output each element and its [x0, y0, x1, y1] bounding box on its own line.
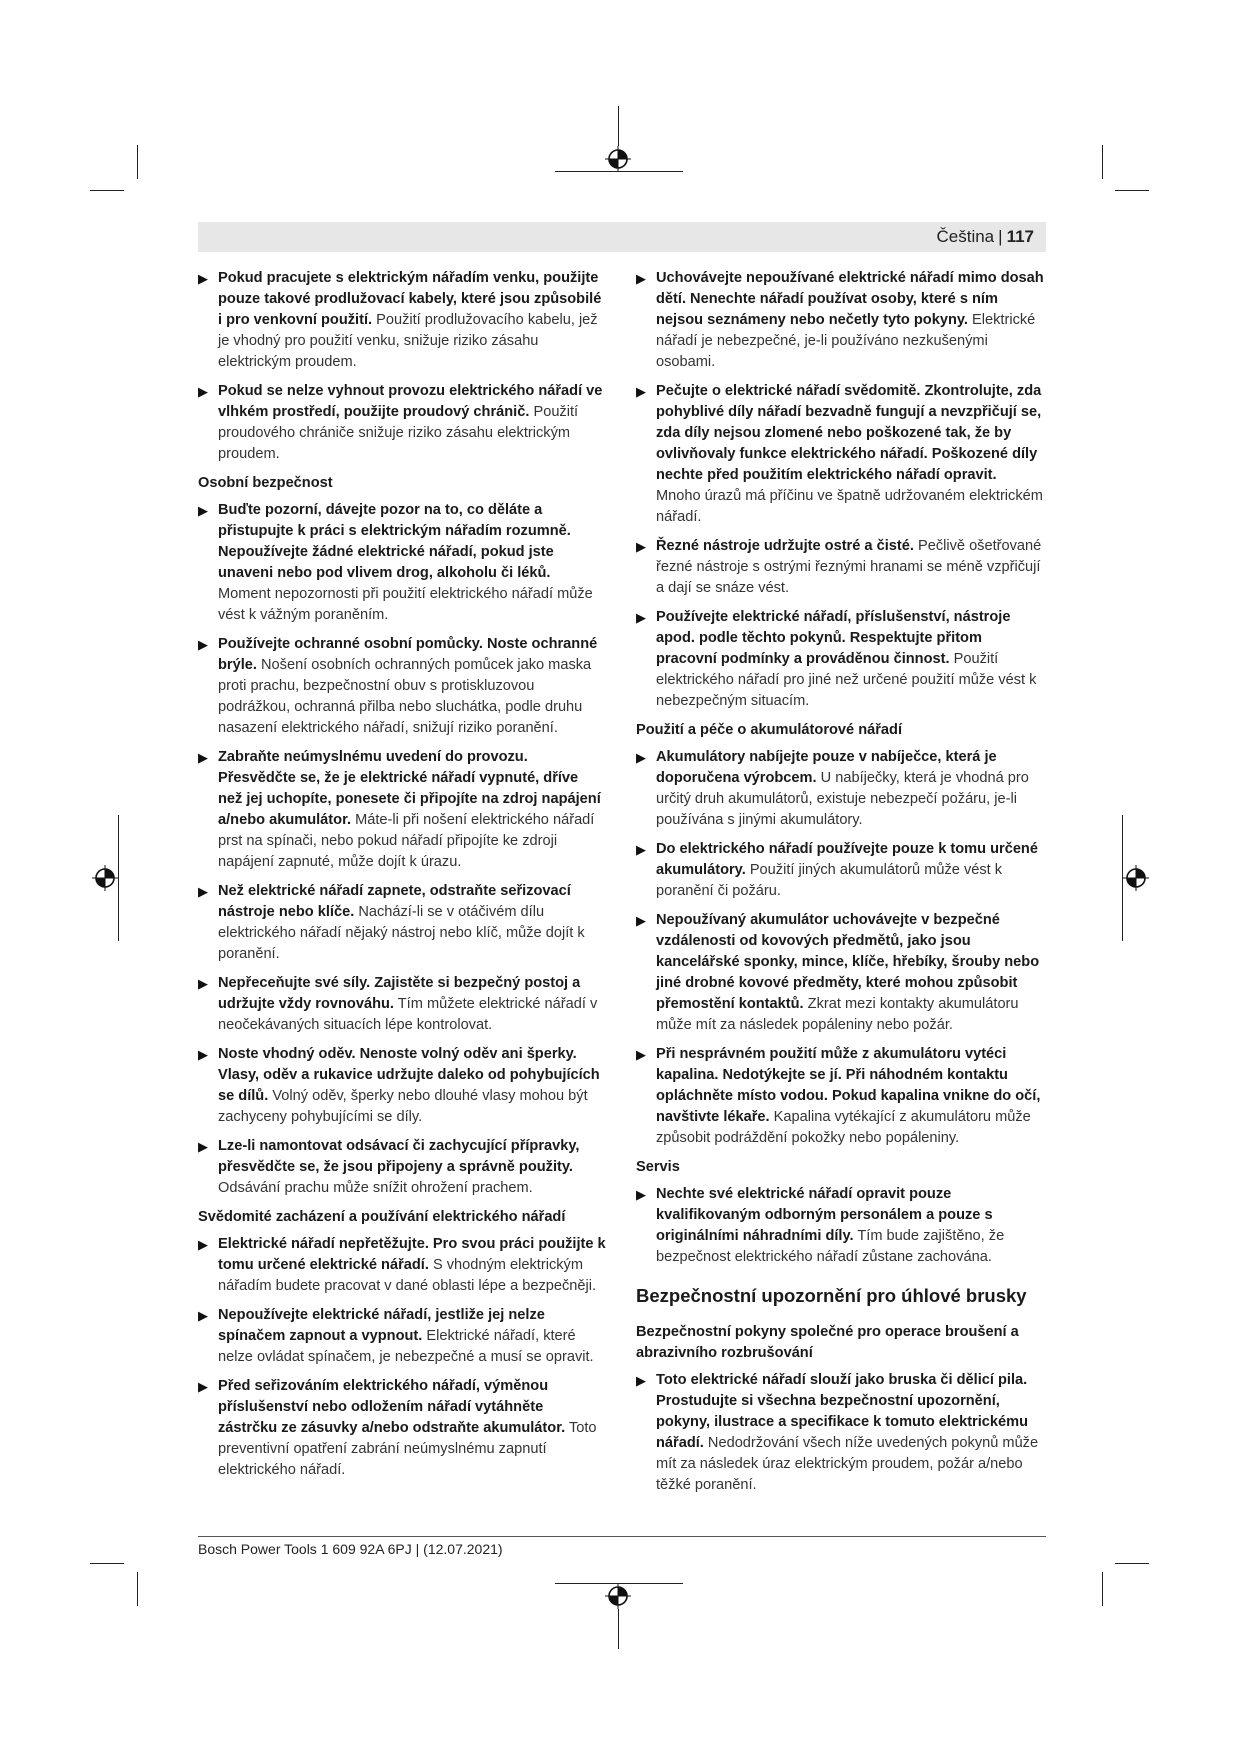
item-bold: Pečujte o elektrické nářadí svědomitě. Zkontrolujte, zda pohyblivé díly nářadí bezvadně fungují a nevzpřičují se, zda díly nejsou zlomené nebo poškozené tak, že by ovlivňovaly funkce elektrického nářadí. Poškozené díly nechte před použitím elektrického nářadí opravit. [656, 383, 1042, 483]
bullet-icon: ▶ [636, 610, 646, 625]
bullet-icon: ▶ [198, 271, 208, 286]
item-bold: Nepoužívejte elektrické nářadí, jestliže jej nelze spínačem zapnout a vypnout. [218, 1307, 545, 1344]
bullet-icon: ▶ [636, 750, 646, 765]
item-bold: Noste vhodný oděv. Nenoste volný oděv ani šperky. Vlasy, oděv a rukavice udržujte daleko od pohybujících se dílů. [218, 1046, 600, 1104]
crop-mark [137, 145, 138, 179]
list-item [198, 973, 606, 1036]
footer-rule [198, 1536, 1046, 1537]
section-heading: Použití a péče o akumulátorové nářadí [636, 722, 903, 738]
bullet-icon: ▶ [198, 1379, 208, 1394]
crop-mark [1115, 190, 1149, 191]
bullet-icon: ▶ [636, 842, 646, 857]
bullet-icon: ▶ [636, 913, 646, 928]
list-item [636, 1184, 1044, 1268]
list-item [198, 268, 606, 373]
registration-mark-bottom-icon [605, 1583, 631, 1609]
item-text: Elektrické nářadí, které nelze ovládat spínačem, je nebezpečné a musí se opravit. [218, 1328, 594, 1365]
item-text: Použití proudového chrániče snižuje riziko zásahu elektrickým proudem. [218, 404, 579, 462]
list-item [636, 839, 1044, 902]
bullet-icon: ▶ [198, 384, 208, 399]
list-item [198, 1376, 606, 1481]
item-text: Kapalina vytékající z akumulátoru může způsobit podráždění pokožky nebo popáleniny. [656, 1109, 1031, 1146]
right-column [636, 268, 1044, 1504]
crop-mark [555, 1583, 683, 1584]
page-number: 117 [1006, 227, 1034, 246]
list-item [198, 747, 606, 873]
bullet-icon: ▶ [198, 750, 208, 765]
bullet-icon: ▶ [636, 271, 646, 286]
item-text: Zkrat mezi kontakty akumulátoru může mít za následek popáleniny nebo požár. [656, 996, 1019, 1033]
registration-mark-right-icon [1123, 865, 1149, 891]
item-text: Toto preventivní opatření zabrání neúmyslnému zapnutí elektrického nářadí. [218, 1420, 597, 1478]
list-item [198, 634, 606, 739]
item-bold: Před seřizováním elektrického nářadí, výměnou příslušenství nebo odložením nářadí vytáhněte zástrčku ze zásuvky a/nebo odstraňte akumulátor. [218, 1378, 566, 1436]
item-text: Moment nepozornosti při použití elektrického nářadí může vést k vážným poraněním. [218, 586, 593, 623]
item-text: Tím můžete elektrické nářadí v neočekávaných situacích lépe kontrolovat. [218, 996, 598, 1033]
bullet-icon: ▶ [636, 1047, 646, 1062]
item-text: Použití jiných akumulátorů může vést k poranění či požáru. [656, 862, 1003, 899]
bullet-icon: ▶ [636, 1187, 646, 1202]
item-text: Nachází-li se v otáčivém dílu elektrického nářadí nějaký nástroj nebo klíč, může dojít k poranění. [218, 904, 585, 962]
section-heading: Svědomité zacházení a používání elektrického nářadí [198, 1209, 566, 1225]
section-heading: Bezpečnostní pokyny společné pro operace broušení a abrazivního rozbrušování [636, 1324, 1019, 1361]
bullet-icon: ▶ [198, 1139, 208, 1154]
list-item [198, 500, 606, 626]
list-item [198, 1234, 606, 1297]
item-text: Nošení osobních ochranných pomůcek jako maska proti prachu, bezpečnostní obuv s protiskluzovou podrážkou, ochranná přilba nebo sluchátka, podle druhu nasazení elektrického nářadí, snižují riziko poranění. [218, 657, 592, 736]
crop-mark [1102, 145, 1103, 179]
list-item [636, 607, 1044, 712]
item-bold: Do elektrického nářadí používejte pouze k tomu určené akumulátory. [656, 841, 1038, 878]
item-text: S vhodným elektrickým nářadím budete pracovat v dané oblasti lépe a bezpečněji. [218, 1257, 597, 1294]
item-text: Použití prodlužovacího kabelu, jež je vhodný pro použití venku, snižuje riziko zásahu elektrickým proudem. [218, 312, 598, 370]
left-column [198, 268, 606, 1489]
item-bold: Zabraňte neúmyslnému uvedení do provozu. Přesvědčte se, že je elektrické nářadí vypnuté, dříve než jej uchopíte, ponesete či připojíte na zdroj napájení a/nebo akumulátor. [218, 749, 601, 828]
item-bold: Elektrické nářadí nepřetěžujte. Pro svou práci použijte k tomu určené elektrické nářadí. [218, 1236, 606, 1273]
item-text: Máte-li při nošení elektrického nářadí prst na spínači, nebo pokud nářadí připojíte ke zdroji napájení zapnuté, může dojít k úrazu. [218, 812, 595, 870]
list-item [636, 747, 1044, 831]
list-item [636, 910, 1044, 1036]
item-text: Odsávání prachu může snížit ohrožení prachem. [218, 1180, 533, 1196]
item-bold: Používejte ochranné osobní pomůcky. Noste ochranné brýle. [218, 636, 598, 673]
crop-mark [1115, 1563, 1149, 1564]
header-separator: | [998, 227, 1003, 246]
list-item [636, 1044, 1044, 1149]
list-item [198, 1305, 606, 1368]
item-text: Tím bude zajištěno, že bezpečnost elektrického nářadí zůstane zachována. [656, 1228, 1005, 1265]
bullet-icon: ▶ [198, 1308, 208, 1323]
bullet-icon: ▶ [198, 637, 208, 652]
item-text: Pečlivě ošetřované řezné nástroje s ostrými řeznými hranami se méně vzpřičují a dají se snáze vést. [656, 538, 1042, 596]
header-text [937, 227, 1035, 247]
item-bold: Toto elektrické nářadí slouží jako bruska či dělicí pila. Prostudujte si všechna bezpečnostní upozornění, pokyny, ilustrace a specifikace k tomuto elektrickému nářadí. [656, 1372, 1029, 1451]
header-language: Čeština [936, 227, 995, 246]
item-text: Mnoho úrazů má příčinu ve špatně udržovaném elektrickém nářadí. [656, 488, 1043, 525]
list-item [636, 536, 1044, 599]
item-text: U nabíječky, která je vhodná pro určitý druh akumulátorů, existuje nebezpečí požáru, je-li používána s jinými akumulátory. [656, 770, 1029, 828]
crop-mark [1122, 815, 1123, 941]
bullet-icon: ▶ [636, 539, 646, 554]
item-bold: Nepřeceňujte své síly. Zajistěte si bezpečný postoj a udržujte vždy rovnováhu. [218, 975, 581, 1012]
item-bold: Pokud se nelze vyhnout provozu elektrického nářadí ve vlhkém prostředí, použijte proudový chránič. [218, 383, 603, 420]
list-item [198, 381, 606, 465]
crop-mark [1102, 1572, 1103, 1606]
section-heading: Servis [636, 1159, 680, 1175]
list-item [198, 1136, 606, 1199]
item-text: Volný oděv, šperky nebo dlouhé vlasy mohou být zachyceny pohybujícími se díly. [218, 1088, 588, 1125]
item-bold: Než elektrické nářadí zapnete, odstraňte seřizovací nástroje nebo klíče. [218, 883, 571, 920]
item-bold: Akumulátory nabíjejte pouze v nabíječce, která je doporučena výrobcem. [656, 749, 997, 786]
bullet-icon: ▶ [636, 384, 646, 399]
item-bold: Řezné nástroje udržujte ostré a čisté. [656, 538, 914, 554]
crop-mark [90, 1563, 124, 1564]
bullet-icon: ▶ [198, 503, 208, 518]
item-bold: Nepoužívaný akumulátor uchovávejte v bezpečné vzdálenosti od kovových předmětů, jako jsou kancelářské sponky, mince, klíče, hřebíky, šrouby nebo jiné drobné kovové předměty, které mohou způsobit přemostění kontaktů. [656, 912, 1040, 1012]
item-bold: Při nesprávném použití může z akumulátoru vytéci kapalina. Nedotýkejte se jí. Při náhodném kontaktu opláchněte místo vodou. Pokud kapalina vnikne do očí, navštivte lékaře. [656, 1046, 1041, 1125]
item-bold: Používejte elektrické nářadí, příslušenství, nástroje apod. podle těchto pokynů. Respektujte přitom pracovní podmínky a prováděnou činnost. [656, 609, 1011, 667]
crop-mark [118, 815, 119, 941]
item-text: Použití elektrického nářadí pro jiné než určené použití může vést k nebezpečným situacím. [656, 651, 1037, 709]
item-bold: Lze-li namontovat odsávací či zachycující přípravky, přesvědčte se, že jsou připojeny a správně použity. [218, 1138, 580, 1175]
crop-mark [618, 1609, 619, 1649]
list-item [198, 881, 606, 965]
item-text: Elektrické nářadí je nebezpečné, je-li používáno nezkušenými osobami. [656, 312, 1036, 370]
registration-mark-left-icon [92, 865, 118, 891]
crop-mark [90, 190, 124, 191]
bullet-icon: ▶ [636, 1373, 646, 1388]
section-heading: Osobní bezpečnost [198, 475, 333, 491]
item-bold: Uchovávejte nepoužívané elektrické nářadí mimo dosah dětí. Nenechte nářadí používat osoby, které s ním nejsou seznámeny nebo nečetly tyto pokyny. [656, 270, 1044, 328]
page-header [198, 222, 1046, 252]
list-item [636, 268, 1044, 373]
crop-mark [137, 1572, 138, 1606]
list-item [636, 1370, 1044, 1496]
item-bold: Buďte pozorní, dávejte pozor na to, co děláte a přistupujte k práci s elektrickým nářadím rozumně. Nepoužívejte žádné elektrické nářadí, pokud jste unaveni nebo pod vlivem drog, alkoholu či léků. [218, 502, 571, 581]
footer-text: Bosch Power Tools 1 609 92A 6PJ | (12.07.2021) [198, 1541, 503, 1557]
item-bold: Nechte své elektrické nářadí opravit pouze kvalifikovaným odborným personálem a pouze s originálními náhradními díly. [656, 1186, 993, 1244]
bullet-icon: ▶ [198, 976, 208, 991]
bullet-icon: ▶ [198, 1237, 208, 1252]
list-item [636, 381, 1044, 528]
item-bold: Pokud pracujete s elektrickým nářadím venku, použijte pouze takové prodlužovací kabely, které jsou způsobilé i pro venkovní použití. [218, 270, 602, 328]
item-text: Nedodržování všech níže uvedených pokynů může mít za následek úraz elektrickým proudem, požár a/nebo těžké poranění. [656, 1435, 1039, 1493]
chapter-heading: Bezpečnostní upozornění pro úhlové brusky [636, 1285, 1027, 1306]
bullet-icon: ▶ [198, 1047, 208, 1062]
registration-mark-top-icon [605, 146, 631, 172]
crop-mark [618, 106, 619, 146]
crop-mark [555, 171, 683, 172]
list-item [198, 1044, 606, 1128]
bullet-icon: ▶ [198, 884, 208, 899]
